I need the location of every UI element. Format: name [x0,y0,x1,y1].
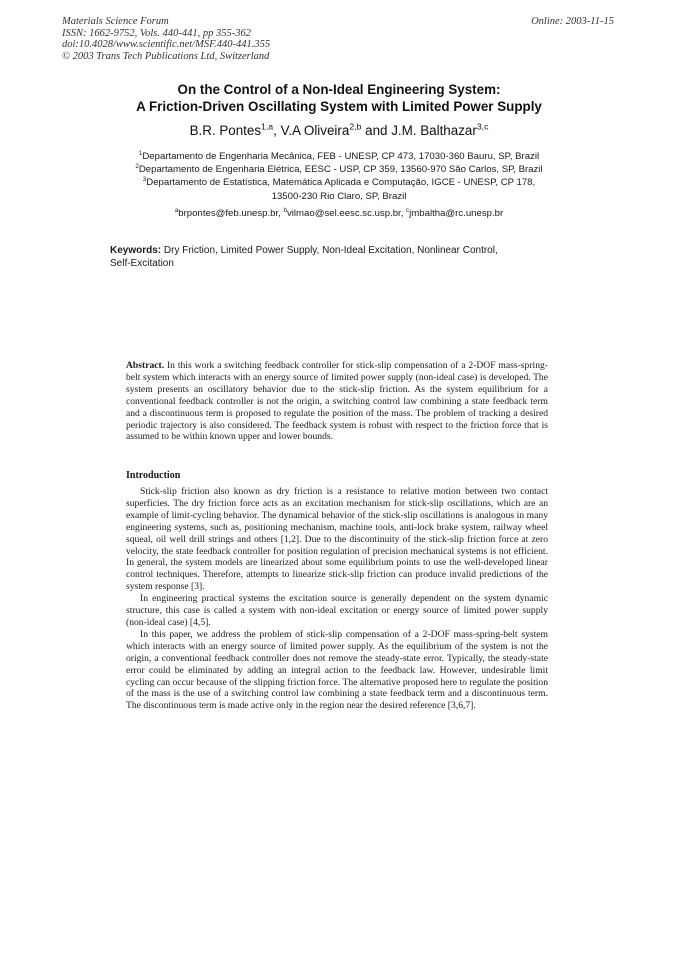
journal-info [62,16,270,62]
email-link[interactable]: jmbaltha@rc.unesp.br [409,207,504,219]
issn-line: ISSN: 1662-9752, Vols. 440-441, pp 355-362 [62,27,251,39]
author-name: J.M. Balthazar [391,123,477,138]
author-sup: 1,a [261,121,274,132]
author-name: B.R. Pontes [189,123,262,138]
title-line-2: A Friction-Driven Oscillating System with Limited Power Supply [136,99,542,114]
email-sup: b [283,206,287,214]
affiliation-3 [0,176,678,189]
author-sep: and [361,123,392,138]
abstract-label: Abstract. [126,360,165,371]
keywords-label: Keywords: [110,245,162,256]
journal-name: Materials Science Forum [62,16,169,27]
email-sup: a [174,206,179,214]
abstract [126,360,548,443]
copyright-line: © 2003 Trans Tech Publications Ltd, Switzerland [62,50,270,62]
keywords [110,244,510,270]
email-sup: c [406,206,410,214]
abstract-text: In this work a switching feedback controller for stick-slip compensation of a 2-DOF mass-spring-belt system which interacts with an energy source of limited power supply (non-ideal case) is developed. The system presents an oscillatory behavior due to the stick-slip friction. As the system equilibrium for a conventional feedback controller is not the origin, a switching control law combining a state feedback term and a discontinuous term is proposed to regulate the position of the mass. The problem of tracking a desired periodic trajectory is also considered. The feedback system is robust with respect to the friction force that is assumed to be within known upper and lower bounds. [126,360,548,443]
author-sep: , [273,123,281,138]
affiliation-sup: 1 [138,149,143,157]
keywords-text: Dry Friction, Limited Power Supply, Non-Ideal Excitation, Nonlinear Control, Self-Excitation [110,245,498,269]
email-sep: , [400,207,407,219]
email-link[interactable]: brpontes@feb.unesp.br [178,207,279,219]
online-date: Online: 2003-11-15 [531,16,614,27]
title-line-1: On the Control of a Non-Ideal Engineering System: [177,82,501,97]
author-sup: 3,c [476,121,489,132]
section-heading: Introduction [126,470,181,481]
affiliation-sup: 3 [142,176,147,184]
email-sep: , [278,207,284,219]
paragraph: In this paper, we address the problem of stick-slip compensation of a 2-DOF mass-spring-belt system which interacts with an energy source of limited power supply. As the equilibrium of the system is not the origin, a conventional feedback controller does not remove the steady-state error. Typically, the steady-state error could be eliminated by adding an integral action to the feedback law. However, undesirable limit cycling can occur because of the slipping friction force. The alternative proposed here to regulate the position of the mass is the use of a switching control law combining a state feedback term and a discontinuous term. The discontinuous term is made active only in the region near the desired reference [3,6,7]. [126,628,548,712]
affiliation-text: Departamento de Engenharia Mecânica, FEB - UNESP, CP 473, 17030-360 Bauru, SP, Brazil [142,151,540,162]
paragraph: In engineering practical systems the excitation source is generally dependent on the system dynamic structure, this case is called a system with non-ideal excitation or energy source of limited power supply (non-ideal case) [4,5]. [126,593,548,628]
paragraph: Stick-slip friction also known as dry friction is a resistance to relative motion between two contact superficies. The dry friction force acts as an excitation mechanism for stick-slip oscillations, which are an example of limit-cycling behavior. The dynamical behavior of the stick-slip oscillations is analogous in many engineering systems, such as, positioning mechanism, machine tools, anti-lock brake system, railway wheel squeal, oil well drill strings and others [1,2]. Due to the discontinuity of the stick-slip friction force at zero velocity, the state feedback controller for position regulation of precision mechanical systems is not efficient. In general, the system models are linearized about some equilibrium points to use the well-developed linear control techniques. Therefore, attempts to linearize stick-slip friction can produce invalid predictions of the system response [3]. [126,486,548,593]
affiliation-1 [0,150,678,163]
introduction-body [126,486,548,712]
author-list [0,123,678,138]
affiliation-sup: 2 [135,163,139,171]
author-name: V.A Oliveira [280,123,350,138]
affiliation-2 [0,163,678,176]
email-line [0,207,678,220]
affiliation-3-cont: 13500-230 Rio Claro, SP, Brazil [271,190,407,202]
affiliations [0,150,678,220]
paper-title [0,81,678,115]
affiliation-text: Departamento de Estatística, Matemática Aplicada e Computação, IGCE - UNESP, CP 178, [146,177,536,189]
doi-line: doi:10.4028/www.scientific.net/MSF.440-441.355 [62,39,271,50]
affiliation-text: Departamento de Engenharia Elétrica, EESC - USP, CP 359, 13560-970 São Carlos, SP, Brazil [138,164,543,176]
email-link[interactable]: vilmao@sel.eesc.sc.usp.br [286,207,401,219]
author-sup: 2,b [349,121,362,132]
